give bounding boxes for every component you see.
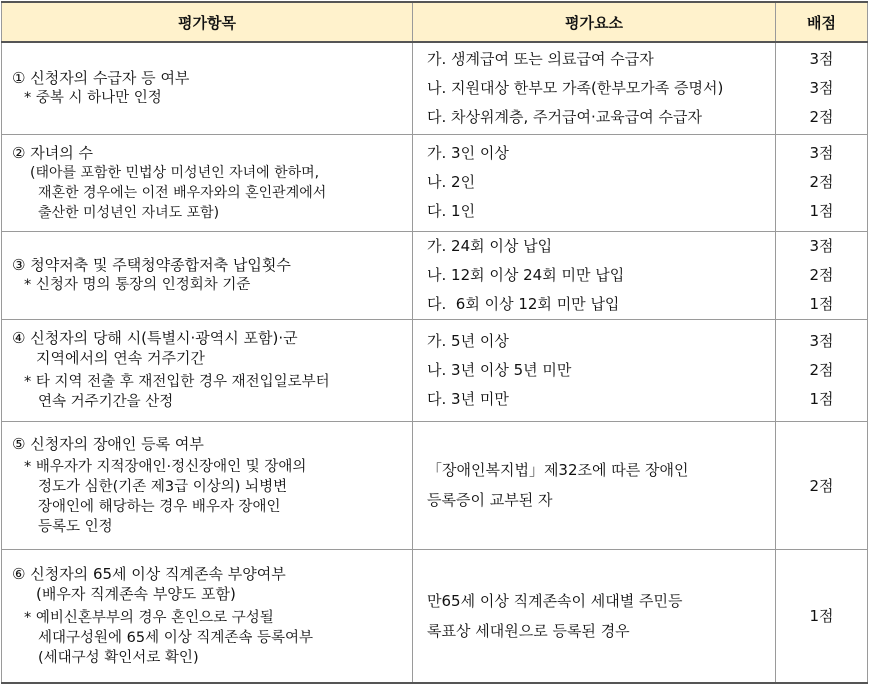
item-title: ② 자녀의 수 [12, 143, 93, 162]
score-value: 2점 [809, 265, 834, 284]
item-cell [2, 231, 413, 319]
criteria-text: 만65세 이상 직계존속이 세대별 주민등 [427, 591, 683, 610]
header-item: 평가항목 [2, 2, 413, 42]
item-note: * 중복 시 하나만 인정 [24, 90, 162, 107]
table-row [2, 42, 868, 134]
item-cell [2, 134, 413, 231]
criteria-cell [413, 319, 776, 421]
criteria-item: 다. 3년 미만 [427, 389, 509, 408]
score-cell: 2점 [776, 421, 868, 549]
criteria-item: 다. 1인 [427, 202, 476, 220]
criteria-text: 등록증이 교부된 자 [427, 491, 553, 509]
score-value: 3점 [809, 144, 834, 162]
item-cell [2, 421, 413, 549]
score-cell [776, 42, 868, 134]
criteria-item: 다. 6회 이상 12회 미만 납입 [427, 294, 620, 313]
criteria-item: 나. 2인 [427, 173, 476, 191]
score-value: 3점 [809, 49, 834, 68]
score-cell [776, 134, 868, 231]
header-criteria: 평가요소 [413, 2, 776, 42]
score-value: 3점 [809, 331, 834, 350]
criteria-item: 나. 지원대상 한부모 가족(한부모가족 증명서) [427, 78, 724, 97]
item-note: * 예비신혼부부의 경우 혼인으로 구성될 세대구성원에 65세 이상 직계존속 등록여부 (세대구성 확인서로 확인) [24, 609, 314, 666]
score-cell [776, 319, 868, 421]
table-row [2, 231, 868, 319]
table-row [2, 134, 868, 231]
criteria-cell [413, 549, 776, 683]
criteria-cell [413, 42, 776, 134]
header-row [2, 2, 868, 42]
item-cell [2, 319, 413, 421]
criteria-cell [413, 134, 776, 231]
item-note: * 타 지역 전출 후 재전입한 경우 재전입일로부터 연속 거주기간을 산정 [24, 374, 330, 410]
criteria-text: 「장애인복지법」제32조에 따른 장애인 [427, 461, 689, 479]
criteria-cell [413, 231, 776, 319]
item-cell [2, 42, 413, 134]
criteria-item: 다. 차상위계층, 주거급여·교육급여 수급자 [427, 107, 702, 126]
criteria-text: 록표상 세대원으로 등록된 경우 [427, 621, 630, 640]
score-cell: 1점 [776, 549, 868, 683]
item-title: ① 신청자의 수급자 등 여부 [12, 69, 190, 88]
criteria-item: 가. 3인 이상 [427, 144, 509, 162]
item-title: ⑥ 신청자의 65세 이상 직계존속 부양여부 (배우자 직계존속 부양도 포함) [12, 564, 286, 603]
item-title: ④ 신청자의 당해 시(특별시·광역시 포함)·군 지역에서의 연속 거주기간 [12, 329, 298, 367]
scoring-table [1, 1, 868, 684]
item-note: * 신청자 명의 통장의 인정회차 기준 [24, 277, 251, 293]
score-value: 1점 [809, 294, 834, 313]
score-cell [776, 231, 868, 319]
header-score: 배점 [776, 2, 868, 42]
criteria-item: 가. 생계급여 또는 의료급여 수급자 [427, 49, 654, 68]
score-value: 2점 [809, 107, 834, 126]
criteria-item: 나. 3년 이상 5년 미만 [427, 360, 572, 379]
table-row [2, 421, 868, 549]
score-value: 2점 [809, 173, 834, 191]
item-cell [2, 549, 413, 683]
criteria-item: 가. 24회 이상 납입 [427, 236, 553, 255]
item-title: ③ 청약저축 및 주택청약종합저축 납입횟수 [12, 256, 291, 274]
score-value: 3점 [809, 236, 834, 255]
table-row [2, 549, 868, 683]
item-paren-note: (태아를 포함한 민법상 미성년인 자녀에 한하며, 재혼한 경우에는 이전 배우자와의 혼인관계에서 출산한 미성년인 자녀도 포함) [30, 164, 327, 221]
score-value: 3점 [809, 78, 834, 97]
item-title: ⑤ 신청자의 장애인 등록 여부 [12, 434, 204, 453]
criteria-cell [413, 421, 776, 549]
criteria-item: 나. 12회 이상 24회 미만 납입 [427, 265, 625, 284]
score-value: 2점 [809, 360, 834, 379]
table-row [2, 319, 868, 421]
criteria-item: 가. 5년 이상 [427, 331, 509, 350]
score-value: 1점 [809, 202, 834, 220]
score-value: 1점 [809, 389, 834, 408]
item-note: * 배우자가 지적장애인·정신장애인 및 장애의 정도가 심한(기존 제3급 이상의) 뇌병변 장애인에 해당하는 경우 배우자 장애인 등록도 인정 [24, 458, 307, 535]
